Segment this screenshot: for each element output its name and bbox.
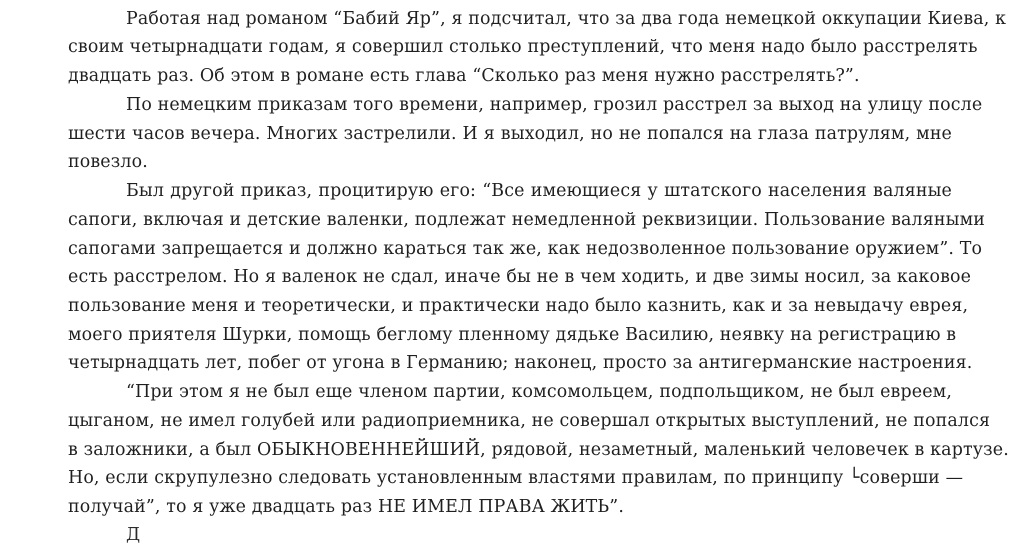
text-line: сапогами запрещается и должно караться так же, как недозволенное пользование оружием”. То <box>68 239 983 259</box>
text-line: четырнадцать лет, побег от угона в Германию; наконец, просто за антигерманские настроения. <box>68 353 973 373</box>
text-line: Работая над романом “Бабий Яр”, я подсчитал, что за два года немецкой оккупации Киева, к <box>126 9 1007 29</box>
text-line: “При этом я не был еще членом партии, комсомольцем, подпольщиком, не был евреем, <box>126 382 952 402</box>
text-line: По немецким приказам того времени, например, грозил расстрел за выход на улицу после <box>126 95 983 115</box>
text-line: сапоги, включая и детские валенки, подлежат немедленной реквизиции. Пользование валяными <box>68 210 986 230</box>
text-line: моего приятеля Шурки, помощь беглому пленному дядьке Василию, неявку на регистрацию в <box>68 325 957 345</box>
text-line: повезло. <box>68 152 148 172</box>
text-line: двадцать раз. Об этом в романе есть глава “Сколько раз меня нужно расстрелять?”. <box>68 66 860 86</box>
text-line: пользование меня и теоретически, и практически надо было казнить, как и за невыдачу еврея, <box>68 296 969 316</box>
text-line-cut-off: Д <box>126 525 141 545</box>
text-line: есть расстрелом. Но я валенок не сдал, иначе бы не в чем ходить, и две зимы носил, за каковое <box>68 267 972 287</box>
document-page <box>68 0 1009 545</box>
text-line: получай”, то я уже двадцать раз НЕ ИМЕЛ ПРАВА ЖИТЬ”. <box>68 497 625 517</box>
text-line: цыганом, не имел голубей или радиоприемника, не совершал открытых выступлений, не попался <box>68 411 991 431</box>
text-line: Был другой приказ, процитирую его: “Все имеющиеся у штатского населения валяные <box>126 181 952 201</box>
text-line: шести часов вечера. Многих застрелили. И я выходил, но не попался на глаза патрулям, мне <box>68 124 952 144</box>
text-line: Но, если скрупулезно следовать установленным властями правилам, по принципу └соверши — <box>68 468 964 488</box>
text-line: своим четырнадцати годам, я совершил столько преступлений, что меня надо было расстрелять <box>68 37 978 57</box>
text-line: в заложники, а был ОБЫКНОВЕННЕЙШИЙ, рядовой, незаметный, маленький человечек в картузе. <box>68 440 1009 460</box>
